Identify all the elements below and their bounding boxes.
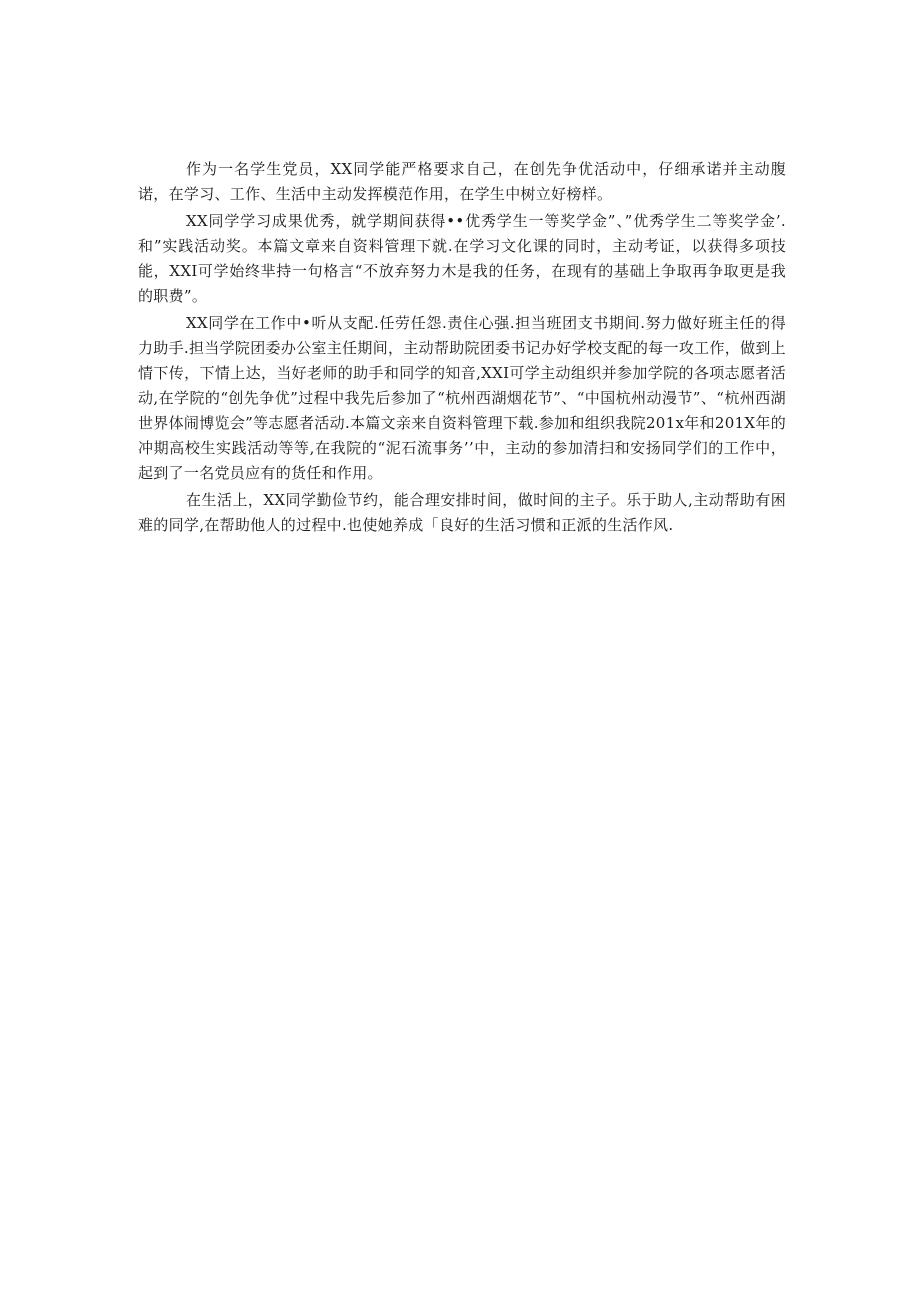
paragraph-work: XX同学在工作中•听从支配.任劳任怨.责住心强.担当班团支书期间.努力做好班主任的得力助手.担当学院团委办公室主任期间，主动帮助院团委书记办好学校支配的每一攻工作，做到上情下传，下情上达，当好老师的助手和同学的知音,XXI可学主动组织并参加学院的各项志愿者活动,在学院的“创先争优”过程中我先后参加了“杭州西湖烟花节”、“中国杭州动漫节”、“杭州西湖世界体闹博览会”等志愿者活动.本篇文亲来自资料管理下载.参加和组织我院201x年和201X年的冲期高校生实践活动等等,在我院的“泥石流事务’’中，主动的参加清扫和安扬同学们的工作中，起到了一名党员应有的货任和作用。	[138, 314, 786, 482]
paragraph-intro: 作为一名学生党员，XX同学能严格要求自己，在创先争优活动中，仔细承诺并主动腹诺，在学习、工作、生活中主动发挥模范作用，在学生中树立好榜样。	[138, 160, 786, 203]
paragraph-study: XX同学学习成果优秀，就学期间获得••优秀学生一等奖学金”、”优秀学生二等奖学金’.和”实践活动奖。本篇文章来自资料管理下就.在学习文化课的同时，主动考证，以获得多项技能，XXI可学始终芈持一句格言“不放弃努力木是我的任务，在现有的基础上争取再争取更是我的职费”。	[138, 212, 786, 305]
paragraph-life: 在生活上，XX同学勤俭节约，能合理安排时间，做时间的主子。乐于助人,主动帮助有困难的同学,在帮助他人的过程中.也使她养成「良好的生活习惯和正派的生活作风.	[138, 491, 786, 534]
document-body	[138, 157, 786, 540]
